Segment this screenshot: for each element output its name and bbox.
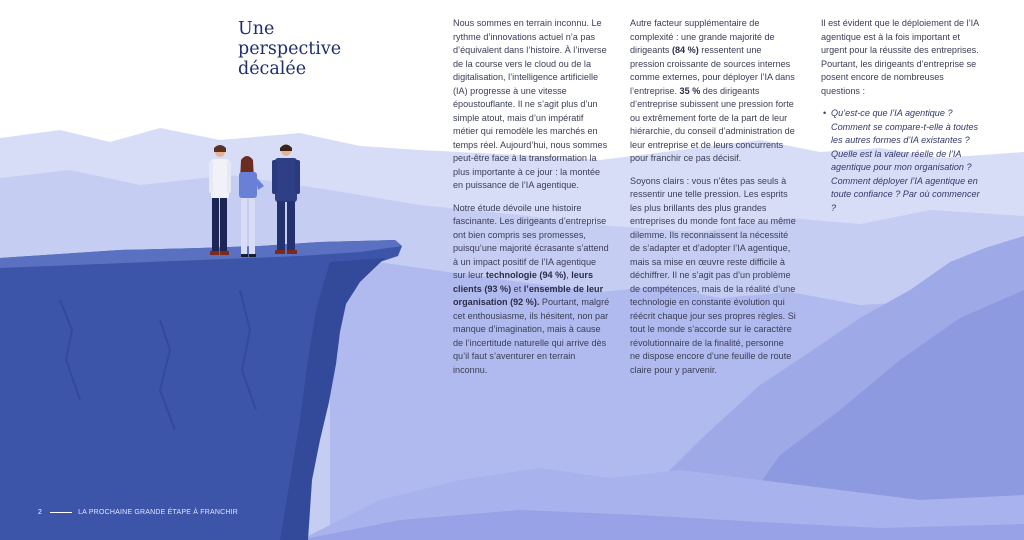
stat-clients: leurs clients (93 %) (453, 270, 594, 294)
title-line-1: Une (238, 19, 275, 39)
section-title: LA PROCHAINE GRANDE ÉTAPE À FRANCHIR (78, 509, 239, 516)
col1-p2-text-e: Pourtant, malgré cet enthousiasme, ils hésitent, non par manque d’imagination, mais à cause de l’incertitude naturelle qui arrive dès qu’il faut s’aventurer en terrain inconnu. (453, 297, 610, 375)
col3-paragraph-1: Il est évident que le déploiement de l’IA agentique est à la fois important et urgent pour la réussite des entreprises. Pourtant, les dirigeants d’entreprise se posent encore de nombreuses questions : (821, 18, 979, 96)
title-line-3: décalée (238, 59, 307, 79)
text-column-3 (821, 17, 985, 215)
col1-p2-text-d: et (511, 283, 524, 294)
footer-rule (50, 512, 72, 513)
text-column-1 (453, 17, 611, 386)
stat-organisation: l’ensemble de leur organisation (92 %). (453, 283, 604, 307)
question-item: • Qu’est-ce que l’IA agentique ? Comment se compare-t-elle à toutes les autres formes d’IA existantes ? Quelle est la valeur réelle de l’IA agentique pour mon organisation ? Comment déployer l’IA agentique en toute confiance ? Par où commencer ? (831, 107, 985, 215)
col1-p2-text-c: , (566, 270, 572, 280)
col2-p1-text-a: Autre facteur supplémentaire de complexité : une grande majorité de dirigeants (630, 18, 775, 55)
col1-paragraph-1: Nous sommes en terrain inconnu. Le rythme d’innovations actuel n’a pas d’équivalent dans l’histoire. À l’inverse de la course vers le cloud ou de la digitalisation, l’intelligence artificielle (IA) progresse à une vitesse époustouflante. Il ne s’agit plus d’un simple atout, mais d’un impératif métier qui remodèle les marchés en temps réel. Aujourd’hui, nous sommes peut-être face à la transformation la plus importante à ce jour : la montée en puissance de l’IA agentique. (453, 18, 608, 190)
page-title (238, 19, 378, 79)
text-column-2 (630, 17, 796, 386)
col2-p1-text-c: ressentent une pression croissante de sources internes comme externes, pour déployer l’IA dans l’entreprise. (630, 45, 795, 96)
stat-84: (84 %) (671, 45, 699, 55)
stat-35: 35 % (679, 85, 701, 96)
stat-technologie: technologie (94 %) (485, 270, 567, 280)
title-line-2: perspective (238, 39, 342, 59)
page-footer (38, 509, 238, 516)
col1-p2-text-a: Notre étude dévoile une histoire fascinante. Les dirigeants d’entreprise ont bien compris ses promesses, puisqu’une majorité écrasante s’attend à un impact positif de l’IA agentique sur leur (453, 202, 609, 280)
question-list (821, 107, 985, 215)
col2-paragraph-1 (630, 17, 796, 166)
page-number: 2 (38, 509, 43, 516)
col1-paragraph-2 (453, 202, 611, 378)
col2-paragraph-2: Soyons clairs : vous n’êtes pas seuls à ressentir une telle pression. Les esprits les plus brillants des plus grandes entreprises du monde font face au même dilemme. Ils reconnaissent la nécessité de s’adapter et d’adopter l’IA agentique, mais sa mise en œuvre reste difficile à déchiffrer. Il ne s’agit pas d’un problème de compétences, mais de la réalité d’une technologie en constante évolution qui réécrit chaque jour ses propres règles. Si tout le monde s’accorde sur le caractère révolutionnaire de la finalité, personne ne dispose encore d’une feuille de route claire pour y parvenir. (630, 175, 796, 375)
col2-p1-text-d: des dirigeants d’entreprise subissent une pression forte ou extrêmement forte de la part de leur hiérarchie, du conseil d’administration de leur entreprise et de leurs concurrents pour franchir ce pas décisif. (630, 85, 795, 163)
